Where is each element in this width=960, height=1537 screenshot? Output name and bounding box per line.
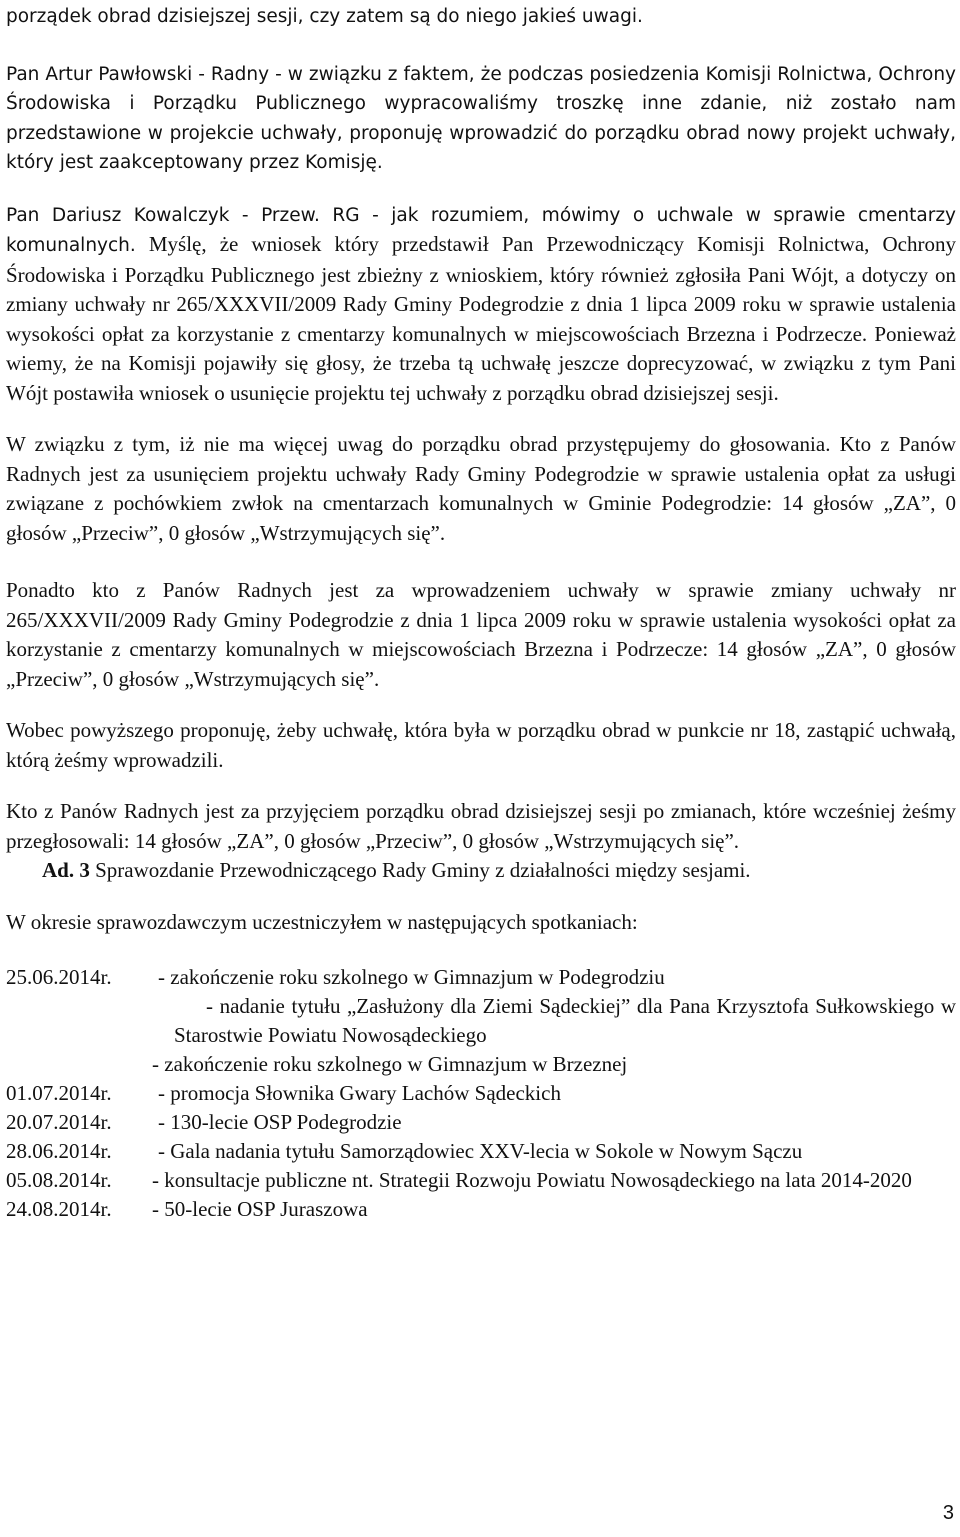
list-item xyxy=(6,1166,956,1195)
entry-description: - Gala nadania tytułu Samorządowiec XXV-lecia w Sokole w Nowym Sączu xyxy=(158,1139,803,1163)
entry-description: - 50-lecie OSP Juraszowa xyxy=(152,1197,368,1221)
entry-description: - promocja Słownika Gwary Lachów Sądeckich xyxy=(158,1081,561,1105)
paragraph-replacement: Wobec powyższego proponuję, żeby uchwałę, która była w porządku obrad w punkcie nr 18, zastąpić uchwałą, którą żeśmy wprowadzili. xyxy=(6,718,956,772)
page-number: 3 xyxy=(942,1502,954,1524)
list-item xyxy=(6,1108,956,1137)
section-heading xyxy=(42,856,956,886)
entry-date: 01.07.2014r. xyxy=(6,1081,112,1105)
document-page xyxy=(6,0,956,1224)
list-item xyxy=(6,963,956,992)
meetings-list xyxy=(6,963,956,1224)
paragraph-vote-removal: W związku z tym, iż nie ma więcej uwag do porządku obrad przystępujemy do głosowania. Kto z Panów Radnych jest za usunięciem projektu uchwały Rady Gminy Podegrodzie w sprawie ustalenia opłat za usługi związane z pochówkiem zwłok na cmentarzach komunalnych w Gminie Podegrodzie: 14 głosów „ZA”, 0 głosów „Przeciw”, 0 głosów „Wstrzymujących się”. xyxy=(6,432,956,545)
section-number: Ad. 3 xyxy=(42,858,90,882)
entry-date: 05.08.2014r. xyxy=(6,1168,112,1192)
entry-description: - nadanie tytułu „Zasłużony dla Ziemi Sądeckiej” dla Pana Krzysztofa Sułkowskiego w Starostwie Powiatu Nowosądeckiego xyxy=(174,994,956,1047)
entry-date: 20.07.2014r. xyxy=(6,1110,112,1134)
entry-date: 24.08.2014r. xyxy=(6,1197,112,1221)
entry-description: - zakończenie roku szkolnego w Gimnazjum w Brzeznej xyxy=(152,1052,628,1076)
list-item xyxy=(6,1050,956,1079)
report-intro: W okresie sprawozdawczym uczestniczyłem w następujących spotkaniach: xyxy=(6,909,638,934)
list-item xyxy=(6,1137,956,1166)
kowalczyk-lead: Pan Dariusz Kowalczyk - Przew. RG - jak rozumiem, mówimy o uchwale w sprawie cmentarzy komunalnych. xyxy=(6,204,956,256)
entry-description: - konsultacje publiczne nt. Strategii Rozwoju Powiatu Nowosądeckiego na lata 2014-2020 xyxy=(152,1168,912,1192)
list-item xyxy=(6,1079,956,1108)
list-item xyxy=(6,1195,956,1224)
list-item xyxy=(6,992,956,1050)
entry-date: 28.06.2014r. xyxy=(6,1139,112,1163)
entry-description: - 130-lecie OSP Podegrodzie xyxy=(158,1110,402,1134)
paragraph-kowalczyk xyxy=(6,200,956,409)
section-title: Sprawozdanie Przewodniczącego Rady Gminy z działalności między sesjami. xyxy=(89,858,751,882)
paragraph-intro-fragment: porządek obrad dzisiejszej sesji, czy zatem są do niego jakieś uwagi. xyxy=(6,6,643,27)
entry-date: 25.06.2014r. xyxy=(6,965,112,989)
entry-description: - zakończenie roku szkolnego w Gimnazjum w Podegrodziu xyxy=(158,965,665,989)
paragraph-pawlowski: Pan Artur Pawłowski - Radny - w związku z faktem, że podczas posiedzenia Komisji Rolnictwa, Ochrony Środowiska i Porządku Publicznego wypracowaliśmy troszkę inne zdanie, niż zostało nam przedstawione w projekcie uchwały, proponuję wprowadzić do porządku obrad nowy projekt uchwały, który jest zaakceptowany przez Komisję. xyxy=(6,63,956,173)
kowalczyk-body: Myślę, że wniosek który przedstawił Pan Przewodniczący Komisji Rolnictwa, Ochrony Środowiska i Porządku Publicznego jest zbieżny z wnioskiem, który również zgłosiła Pani Wójt, a dotyczy on zmiany uchwały nr 265/XXXVII/2009 Rady Gminy Podegrodzie z dnia 1 lipca 2009 roku w sprawie ustalenia wysokości opłat za korzystanie z cmentarzy komunalnych w miejscowościach Brzezna i Podrzecze. Ponieważ wiemy, że na Komisji pojawiły się głosy, że trzeba tą uchwałę jeszcze doprecyzować, w związku z tym Pani Wójt postawiła wniosek o usunięcie projektu tej uchwały z porządku obrad dzisiejszej sesji. xyxy=(6,232,956,405)
paragraph-agenda-vote: Kto z Panów Radnych jest za przyjęciem porządku obrad dzisiejszej sesji po zmianach, które wcześniej żeśmy przegłosowali: 14 głosów „ZA”, 0 głosów „Przeciw”, 0 głosów „Wstrzymujących się”. xyxy=(6,799,956,853)
paragraph-vote-introduction: Ponadto kto z Panów Radnych jest za wprowadzeniem uchwały w sprawie zmiany uchwały nr 265/XXXVII/2009 Rady Gminy Podegrodzie z dnia 1 lipca 2009 roku w sprawie ustalenia wysokości opłat za korzystanie z cmentarzy komunalnych w miejscowościach Brzezna i Podrzecze: 14 głosów „ZA”, 0 głosów „Przeciw”, 0 głosów „Wstrzymujących się”. xyxy=(6,578,956,691)
